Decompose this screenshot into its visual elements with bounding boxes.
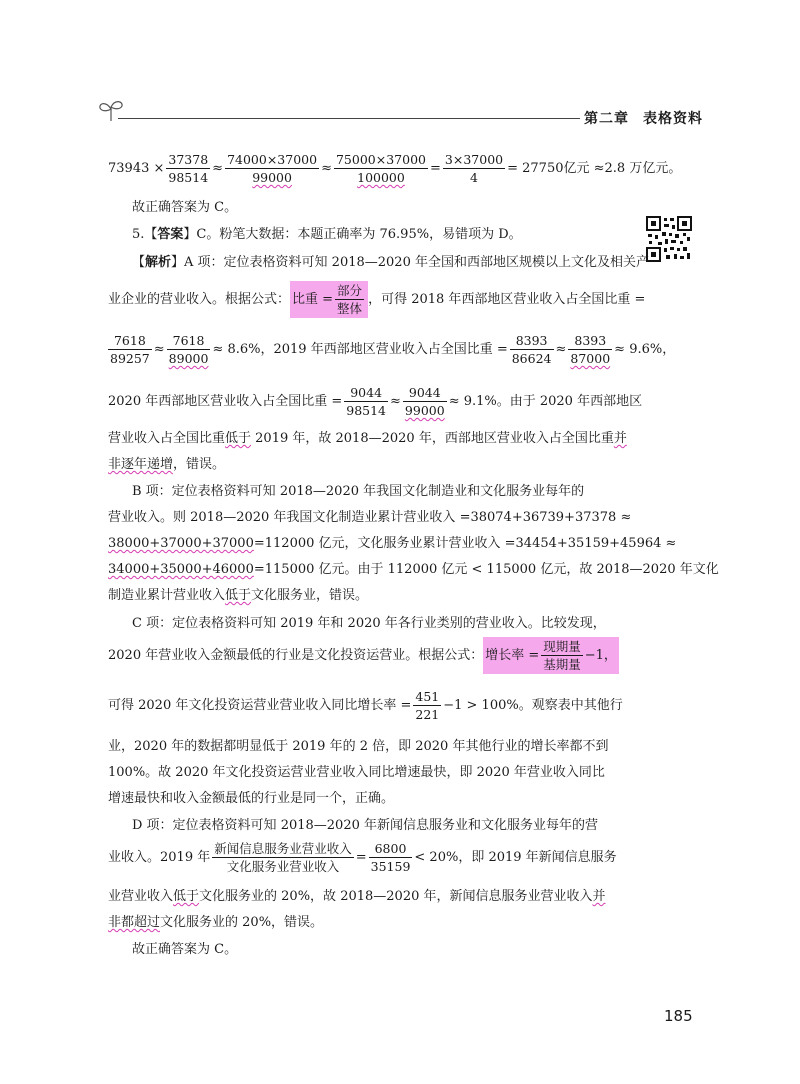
denominator: 4 [470,170,478,185]
highlighted-formula [290,281,368,318]
approx-sign: ≈ [153,341,165,357]
numerator: 451 [415,689,440,704]
answer-line-2: 故正确答案为 C。 [132,942,238,957]
text-line-20: 增速最快和收入金额最低的行业是同一个，正确。 [108,791,395,806]
denominator: 86624 [511,351,552,366]
fraction [334,151,428,186]
text: =112000 亿元，文化服务业累计营业收入 =34454+35159+45964 ≈ [253,536,677,551]
text: 可得 2020 年文化投资运营业营业收入同比增长率 = [108,697,412,713]
text-line-10: B 项：定位表格资料可知 2018—2020 年我国文化制造业和文化服务业每年的 [132,484,585,499]
qr-code-icon [646,216,692,262]
text-line-21: D 项：定位表格资料可知 2018—2020 年新闻信息服务业和文化服务业每年的营 [132,818,598,833]
text: 营业收入占全国比重 [108,431,226,446]
text: 【 [132,255,146,270]
text: ≈ 8.6%，2019 年西部地区营业收入占全国比重 = [212,341,508,357]
analysis-heading [132,254,649,272]
text: < 20%，即 2019 年新闻信息服务 [414,849,617,865]
numerator: 9044 [403,384,447,402]
underlined-text: 低于 [225,431,252,446]
denominator: 98514 [168,170,209,185]
fraction [568,332,612,367]
fraction [212,840,354,875]
calc-line-4 [108,688,628,723]
text: 2020 年营业收入金额最低的行业是文化投资运营业。根据公式： [108,647,484,663]
fraction [510,332,554,367]
text: 文化服务业，错误。 [251,588,369,603]
numerator: 6800 [369,840,413,858]
text: 73943 × [108,160,165,176]
page-number: 185 [664,1007,693,1025]
denominator: 221 [415,707,440,722]
text-line-13 [108,561,719,579]
fraction [225,151,319,186]
underlined-text: 34000+35000+46000 [108,562,254,577]
text-line-12 [108,535,677,553]
text-line-23 [108,888,628,906]
text: = 27750亿元 ≈2.8 万亿元。 [507,160,682,176]
text-line-24 [108,914,628,932]
numerator: 9044 [344,384,388,402]
text-line-19: 100%。故 2020 年文化投资运营业营业收入同比增速最快，即 2020 年营业收入同比 [108,765,605,780]
highlighted-formula [483,637,619,674]
denominator: 89257 [110,351,150,366]
numerator: 3×37000 [444,152,504,167]
numerator: 8393 [568,332,612,350]
approx-sign: ≈ [212,160,224,176]
text: 业收入。2019 年 [108,849,211,865]
text: 文化服务业的 20%，错误。 [160,915,324,930]
fraction [413,688,441,723]
formula-label: 增长率 = [485,647,540,663]
denominator: 100000 [357,170,405,185]
underlined-text: 非逐年递增 [108,457,174,472]
calc-line-3 [108,384,643,419]
approx-sign: ≈ [321,160,332,176]
text: 业营业收入 [108,889,174,904]
answer-line-1: 故正确答案为 C。 [132,200,238,215]
approx-sign: ≈ [555,341,567,357]
text: −1 > 100%。观察表中其他行 [443,697,623,713]
underlined-text: 并 [613,431,627,446]
fraction [369,840,413,875]
text: ，错误。 [173,457,226,472]
numerator: 新闻信息服务业营业收入 [214,841,352,856]
fraction [108,332,152,367]
fraction [541,638,583,673]
sprout-icon [96,97,126,123]
underlined-text: 低于 [173,889,200,904]
text-line-15: C 项：定位表格资料可知 2019 年和 2020 年各行业类别的营业收入。比较发现， [132,616,606,631]
denominator: 35159 [370,859,411,874]
numerator: 7618 [167,332,211,350]
chapter-title: 表格资料 [643,111,703,127]
denominator: 整体 [337,301,363,316]
underlined-text: 并 [592,889,606,904]
fraction [335,282,364,317]
numerator: 74000×37000 [227,152,318,167]
numerator: 部分 [337,283,363,298]
formula-line-growth [108,637,628,674]
formula-label: 比重 = [292,291,334,307]
denominator: 87000 [570,351,611,366]
answer-heading [132,226,628,244]
fraction [344,384,388,419]
approx-sign: ≈ [390,393,401,409]
equals-sign: = [355,849,367,865]
denominator: 99000 [404,403,445,418]
text: 文化服务业的 20%，故 2018—2020 年，新闻信息服务业营业收入 [199,889,593,904]
text: −1， [584,647,617,663]
numerator: 37378 [168,152,209,167]
numerator: 8393 [510,332,554,350]
text: 2020 年西部地区营业收入占全国比重 = [108,393,343,409]
numerator: 75000×37000 [335,152,426,167]
calc-line-1 [108,151,682,186]
fraction [166,151,210,186]
underlined-text: 非都超过 [108,915,161,930]
text-line-11: 营业收入。则 2018—2020 年我国文化制造业累计营业收入 =38074+36739+37378 ≈ [108,510,632,525]
answer-label: 答案 [157,227,184,242]
text: 】A 项：定位表格资料可知 2018—2020 年全国和西部地区规模以上文化及相关产 [171,255,649,270]
text: 】C。粉笔大数据：本题正确率为 76.95%，易错项为 D。 [183,227,522,242]
text-line-9 [108,456,628,474]
text-line-8 [108,430,628,448]
header-rule [118,118,580,119]
equals-sign: = [430,160,441,176]
calc-line-2 [108,332,676,367]
text: ≈ 9.1%。由于 2020 年西部地区 [448,393,643,409]
text: ，可得 2018 年西部地区营业收入占全国比重 = [368,291,646,307]
text: 5.【 [132,227,158,242]
calc-line-5 [108,840,628,875]
numerator: 现期量 [543,639,581,654]
denominator: 98514 [346,403,387,418]
chapter-number: 第二章 [584,111,629,127]
text: 制造业累计营业收入 [108,588,226,603]
underlined-text: 38000+37000+37000 [108,536,254,551]
denominator: 文化服务业营业收入 [226,859,340,874]
underlined-text: 低于 [225,588,252,603]
numerator: 7618 [108,332,152,350]
denominator: 基期量 [543,657,581,672]
analysis-label: 解析 [145,255,172,270]
fraction [167,332,211,367]
text: ≈ 9.6%， [614,341,676,357]
denominator: 99000 [252,170,292,185]
denominator: 89000 [168,351,209,366]
text-line-18: 业，2020 年的数据都明显低于 2019 年的 2 倍，即 2020 年其他行业的增长率都不到 [108,739,609,754]
text: 2019 年，故 2018—2020 年，西部地区营业收入占全国比重 [251,431,614,446]
fraction [443,151,505,186]
fraction [403,384,447,419]
text-line-14 [108,587,628,605]
formula-line-ratio [108,281,646,318]
text: =115000 亿元。由于 112000 亿元 < 115000 亿元，故 2018—2020 年文化 [253,562,719,577]
text: 业企业的营业收入。根据公式： [108,291,291,307]
chapter-header [584,108,703,128]
